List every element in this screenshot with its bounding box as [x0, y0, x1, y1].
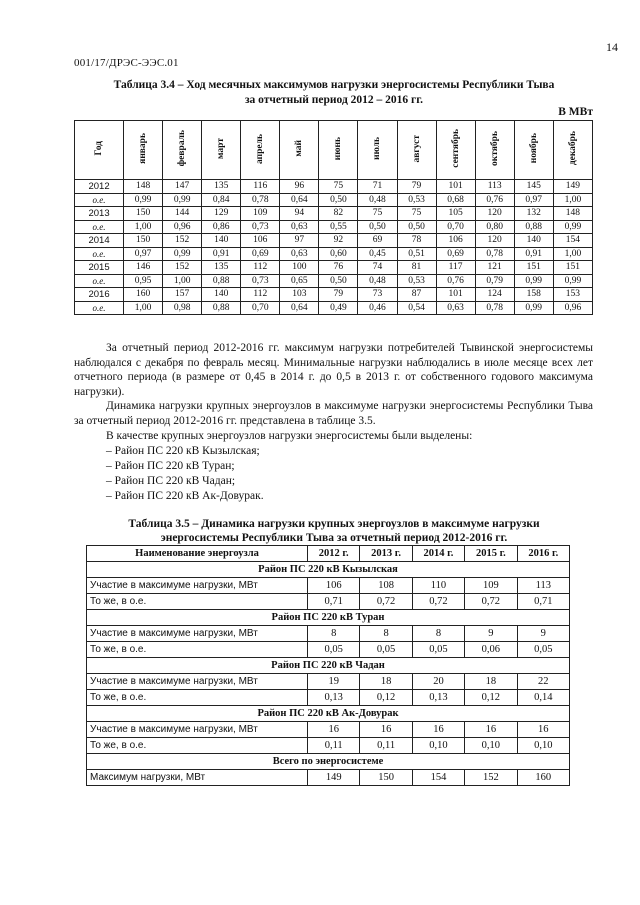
table-row: [75, 288, 593, 302]
paragraph-nodes-intro: В качестве крупных энергоузлов нагрузки энергосистемы были выделены:: [106, 430, 473, 442]
value-cell: 16: [360, 722, 412, 738]
value-cell: 0,05: [360, 642, 412, 658]
value-cell: 1,00: [124, 301, 163, 315]
value-cell: 105: [436, 207, 475, 221]
value-cell: 0,78: [475, 247, 514, 261]
value-cell: 75: [397, 207, 436, 221]
paragraph-dynamics-intro: Динамика нагрузки крупных энергоузлов в максимуме нагрузки энергосистемы Республики Тыва за отчетный период 2012-2016 гг. представлена в таблице 3.5.: [74, 400, 593, 427]
value-cell: 140: [514, 234, 553, 248]
value-cell: 16: [308, 722, 360, 738]
value-cell: 129: [202, 207, 241, 221]
value-cell: 0,63: [280, 220, 319, 234]
value-cell: 0,10: [517, 738, 569, 754]
header-label: сентябрь: [450, 129, 461, 168]
value-cell: 0,99: [163, 247, 202, 261]
value-cell: 1,00: [553, 193, 592, 207]
row-label: Максимум нагрузки, МВт: [87, 770, 308, 786]
row-label: То же, в о.е.: [87, 642, 308, 658]
value-cell: 20: [412, 674, 464, 690]
value-cell: 109: [465, 578, 517, 594]
row-label: Участие в максимуме нагрузки, МВт: [87, 722, 308, 738]
header-month: [436, 121, 475, 180]
value-cell: 160: [124, 288, 163, 302]
value-cell: 103: [280, 288, 319, 302]
section-row: [87, 754, 570, 770]
value-cell: 0,69: [436, 247, 475, 261]
value-cell: 0,68: [436, 193, 475, 207]
row-label: Участие в максимуме нагрузки, МВт: [87, 578, 308, 594]
value-cell: 0,64: [280, 301, 319, 315]
table1-header-row: [75, 121, 593, 180]
header-year: 2016 г.: [517, 546, 569, 562]
value-cell: 0,84: [202, 193, 241, 207]
value-cell: 1,00: [553, 247, 592, 261]
header-label: апрель: [255, 133, 266, 164]
value-cell: 0,69: [241, 247, 280, 261]
table-row: [87, 674, 570, 690]
header-label: Год: [94, 141, 105, 156]
value-cell: 87: [397, 288, 436, 302]
header-month: [358, 121, 397, 180]
value-cell: 0,70: [436, 220, 475, 234]
table1-unit: В МВт: [558, 106, 593, 118]
value-cell: 0,97: [124, 247, 163, 261]
table2-caption-period: энергосистемы Республики Тыва за отчетный период 2012-2016 гг.: [160, 532, 508, 544]
header-label: июнь: [333, 136, 344, 161]
value-cell: 18: [465, 674, 517, 690]
value-cell: 75: [319, 180, 358, 194]
header-label: октябрь: [489, 131, 500, 166]
value-cell: 69: [358, 234, 397, 248]
section-row: [87, 610, 570, 626]
header-year: 2015 г.: [465, 546, 517, 562]
value-cell: 0,76: [475, 193, 514, 207]
value-cell: 76: [319, 261, 358, 275]
value-cell: 0,14: [517, 690, 569, 706]
row-label: То же, в о.е.: [87, 594, 308, 610]
value-cell: 135: [202, 261, 241, 275]
header-month: [514, 121, 553, 180]
value-cell: 96: [280, 180, 319, 194]
value-cell: 0,99: [124, 193, 163, 207]
section-title: Всего по энергосистеме: [87, 754, 570, 770]
value-cell: 0,88: [202, 301, 241, 315]
value-cell: 75: [358, 207, 397, 221]
value-cell: 97: [280, 234, 319, 248]
value-cell: 0,72: [412, 594, 464, 610]
header-label: май: [294, 140, 305, 157]
header-label: январь: [138, 133, 149, 164]
value-cell: 151: [514, 261, 553, 275]
header-year: [75, 121, 124, 180]
value-cell: 0,99: [514, 301, 553, 315]
value-cell: 116: [241, 180, 280, 194]
row-label-cell: 2014: [75, 234, 124, 248]
value-cell: 0,50: [319, 274, 358, 288]
value-cell: 160: [517, 770, 569, 786]
value-cell: 0,73: [241, 274, 280, 288]
paragraph-max-load-summary: За отчетный период 2012-2016 гг. максимум нагрузки потребителей Тывинской энергосистемы наблюдался с декабря по февраль месяц. Минимальные нагрузки наблюдались в июле месяце всех лет отчетного периода (в размере от 0,45 в 2014 г. до 0,5 в 2013 г. от собственного годового максимума нагрузки).: [74, 342, 593, 398]
value-cell: 0,12: [465, 690, 517, 706]
value-cell: 0,48: [358, 193, 397, 207]
value-cell: 0,48: [358, 274, 397, 288]
table-row: [87, 594, 570, 610]
value-cell: 121: [475, 261, 514, 275]
table1-caption-period: за отчетный период 2012 – 2016 гг.: [244, 94, 424, 106]
value-cell: 82: [319, 207, 358, 221]
value-cell: 112: [241, 261, 280, 275]
section-row: [87, 658, 570, 674]
section-row: [87, 706, 570, 722]
value-cell: 117: [436, 261, 475, 275]
value-cell: 120: [475, 207, 514, 221]
table-row: [75, 234, 593, 248]
table-row: [75, 301, 593, 315]
row-label: То же, в о.е.: [87, 738, 308, 754]
section-title: Район ПС 220 кВ Чадан: [87, 658, 570, 674]
header-month: [553, 121, 592, 180]
value-cell: 0,71: [517, 594, 569, 610]
row-label-cell: 2016: [75, 288, 124, 302]
value-cell: 0,46: [358, 301, 397, 315]
monthly-max-load-table: [74, 120, 593, 315]
table-row: [75, 180, 593, 194]
section-title: Район ПС 220 кВ Кызылская: [87, 562, 570, 578]
value-cell: 0,79: [475, 274, 514, 288]
value-cell: 152: [163, 234, 202, 248]
value-cell: 0,12: [360, 690, 412, 706]
table-row: [87, 770, 570, 786]
value-cell: 0,71: [308, 594, 360, 610]
value-cell: 148: [553, 207, 592, 221]
page-number: 14: [606, 40, 618, 54]
value-cell: 146: [124, 261, 163, 275]
value-cell: 154: [553, 234, 592, 248]
value-cell: 140: [202, 288, 241, 302]
header-year: 2012 г.: [308, 546, 360, 562]
value-cell: 135: [202, 180, 241, 194]
value-cell: 0,73: [241, 220, 280, 234]
value-cell: 74: [358, 261, 397, 275]
value-cell: 71: [358, 180, 397, 194]
header-month: [163, 121, 202, 180]
row-label: Участие в максимуме нагрузки, МВт: [87, 674, 308, 690]
value-cell: 0,11: [360, 738, 412, 754]
header-year: 2013 г.: [360, 546, 412, 562]
value-cell: 0,50: [319, 193, 358, 207]
value-cell: 0,98: [163, 301, 202, 315]
value-cell: 149: [308, 770, 360, 786]
value-cell: 113: [517, 578, 569, 594]
value-cell: 0,88: [514, 220, 553, 234]
row-label-cell: о.е.: [75, 301, 124, 315]
value-cell: 16: [517, 722, 569, 738]
value-cell: 140: [202, 234, 241, 248]
value-cell: 78: [397, 234, 436, 248]
value-cell: 158: [514, 288, 553, 302]
value-cell: 92: [319, 234, 358, 248]
value-cell: 108: [360, 578, 412, 594]
value-cell: 152: [465, 770, 517, 786]
value-cell: 1,00: [124, 220, 163, 234]
value-cell: 16: [465, 722, 517, 738]
value-cell: 112: [241, 288, 280, 302]
value-cell: 145: [514, 180, 553, 194]
energy-nodes-load-table: [86, 545, 570, 786]
value-cell: 151: [553, 261, 592, 275]
section-title: Район ПС 220 кВ Ак-Довурак: [87, 706, 570, 722]
header-month: [319, 121, 358, 180]
header-month: [280, 121, 319, 180]
table-row: [87, 738, 570, 754]
value-cell: 150: [360, 770, 412, 786]
value-cell: 0,05: [308, 642, 360, 658]
value-cell: 157: [163, 288, 202, 302]
value-cell: 144: [163, 207, 202, 221]
value-cell: 0,95: [124, 274, 163, 288]
value-cell: 0,49: [319, 301, 358, 315]
table1-caption: Таблица 3.4 – Ход месячных максимумов нагрузки энергосистемы Республики Тыва: [113, 79, 555, 91]
value-cell: 22: [517, 674, 569, 690]
row-label: То же, в о.е.: [87, 690, 308, 706]
value-cell: 0,96: [163, 220, 202, 234]
value-cell: 8: [360, 626, 412, 642]
section-title: Район ПС 220 кВ Туран: [87, 610, 570, 626]
value-cell: 0,96: [553, 301, 592, 315]
header-month: [397, 121, 436, 180]
value-cell: 0,54: [397, 301, 436, 315]
header-month: [475, 121, 514, 180]
value-cell: 120: [475, 234, 514, 248]
value-cell: 0,10: [412, 738, 464, 754]
value-cell: 150: [124, 207, 163, 221]
value-cell: 0,11: [308, 738, 360, 754]
value-cell: 0,80: [475, 220, 514, 234]
header-label: июль: [372, 137, 383, 160]
value-cell: 0,78: [475, 301, 514, 315]
value-cell: 153: [553, 288, 592, 302]
table-row: [87, 578, 570, 594]
table-row: [75, 207, 593, 221]
value-cell: 0,99: [514, 274, 553, 288]
document-code: 001/17/ДРЭС-ЭЭС.01: [74, 57, 179, 69]
header-label: август: [411, 134, 422, 163]
value-cell: 124: [475, 288, 514, 302]
table-row: [75, 220, 593, 234]
value-cell: 8: [308, 626, 360, 642]
value-cell: 18: [360, 674, 412, 690]
header-label: февраль: [177, 130, 188, 167]
value-cell: 149: [553, 180, 592, 194]
header-label: март: [216, 138, 227, 159]
value-cell: 94: [280, 207, 319, 221]
header-label: декабрь: [567, 131, 578, 166]
value-cell: 0,65: [280, 274, 319, 288]
value-cell: 0,53: [397, 274, 436, 288]
value-cell: 0,99: [553, 220, 592, 234]
value-cell: 0,76: [436, 274, 475, 288]
value-cell: 150: [124, 234, 163, 248]
value-cell: 0,05: [412, 642, 464, 658]
value-cell: 0,72: [465, 594, 517, 610]
bullet-item: – Район ПС 220 кВ Ак-Довурак.: [106, 490, 264, 502]
value-cell: 0,55: [319, 220, 358, 234]
value-cell: 106: [308, 578, 360, 594]
value-cell: 0,45: [358, 247, 397, 261]
value-cell: 0,86: [202, 220, 241, 234]
value-cell: 0,99: [553, 274, 592, 288]
row-label-cell: 2015: [75, 261, 124, 275]
value-cell: 0,78: [241, 193, 280, 207]
value-cell: 9: [517, 626, 569, 642]
header-month: [202, 121, 241, 180]
value-cell: 101: [436, 180, 475, 194]
value-cell: 0,91: [202, 247, 241, 261]
value-cell: 73: [358, 288, 397, 302]
table-row: [75, 261, 593, 275]
value-cell: 1,00: [163, 274, 202, 288]
section-row: [87, 562, 570, 578]
value-cell: 106: [436, 234, 475, 248]
value-cell: 0,51: [397, 247, 436, 261]
header-label: ноябрь: [528, 133, 539, 164]
value-cell: 154: [412, 770, 464, 786]
value-cell: 110: [412, 578, 464, 594]
table-row: [75, 274, 593, 288]
value-cell: 0,60: [319, 247, 358, 261]
value-cell: 0,63: [280, 247, 319, 261]
value-cell: 0,10: [465, 738, 517, 754]
value-cell: 8: [412, 626, 464, 642]
bullet-item: – Район ПС 220 кВ Туран;: [106, 460, 235, 472]
value-cell: 0,05: [517, 642, 569, 658]
value-cell: 113: [475, 180, 514, 194]
row-label-cell: 2012: [75, 180, 124, 194]
bullet-item: – Район ПС 220 кВ Чадан;: [106, 475, 236, 487]
value-cell: 0,70: [241, 301, 280, 315]
table-row: [75, 247, 593, 261]
value-cell: 79: [397, 180, 436, 194]
value-cell: 79: [319, 288, 358, 302]
value-cell: 0,91: [514, 247, 553, 261]
table-row: [75, 193, 593, 207]
value-cell: 0,63: [436, 301, 475, 315]
row-label-cell: о.е.: [75, 274, 124, 288]
table-row: [87, 626, 570, 642]
table-row: [87, 722, 570, 738]
value-cell: 100: [280, 261, 319, 275]
value-cell: 147: [163, 180, 202, 194]
row-label-cell: о.е.: [75, 247, 124, 261]
table2-header-row: [87, 546, 570, 562]
header-node-name: Наименование энергоузла: [87, 546, 308, 562]
value-cell: 152: [163, 261, 202, 275]
value-cell: 0,53: [397, 193, 436, 207]
row-label-cell: 2013: [75, 207, 124, 221]
row-label-cell: о.е.: [75, 220, 124, 234]
value-cell: 0,50: [358, 220, 397, 234]
value-cell: 0,13: [412, 690, 464, 706]
header-month: [124, 121, 163, 180]
value-cell: 0,72: [360, 594, 412, 610]
value-cell: 19: [308, 674, 360, 690]
value-cell: 81: [397, 261, 436, 275]
value-cell: 0,64: [280, 193, 319, 207]
table-row: [87, 690, 570, 706]
value-cell: 0,06: [465, 642, 517, 658]
row-label-cell: о.е.: [75, 193, 124, 207]
header-year: 2014 г.: [412, 546, 464, 562]
value-cell: 109: [241, 207, 280, 221]
table2-caption: Таблица 3.5 – Динамика нагрузки крупных энергоузлов в максимуме нагрузки: [128, 518, 540, 530]
value-cell: 0,99: [163, 193, 202, 207]
value-cell: 101: [436, 288, 475, 302]
value-cell: 106: [241, 234, 280, 248]
value-cell: 9: [465, 626, 517, 642]
table-row: [87, 642, 570, 658]
value-cell: 0,88: [202, 274, 241, 288]
row-label: Участие в максимуме нагрузки, МВт: [87, 626, 308, 642]
header-month: [241, 121, 280, 180]
bullet-item: – Район ПС 220 кВ Кызылская;: [106, 445, 260, 457]
value-cell: 148: [124, 180, 163, 194]
value-cell: 0,50: [397, 220, 436, 234]
value-cell: 0,13: [308, 690, 360, 706]
value-cell: 0,97: [514, 193, 553, 207]
value-cell: 16: [412, 722, 464, 738]
value-cell: 132: [514, 207, 553, 221]
